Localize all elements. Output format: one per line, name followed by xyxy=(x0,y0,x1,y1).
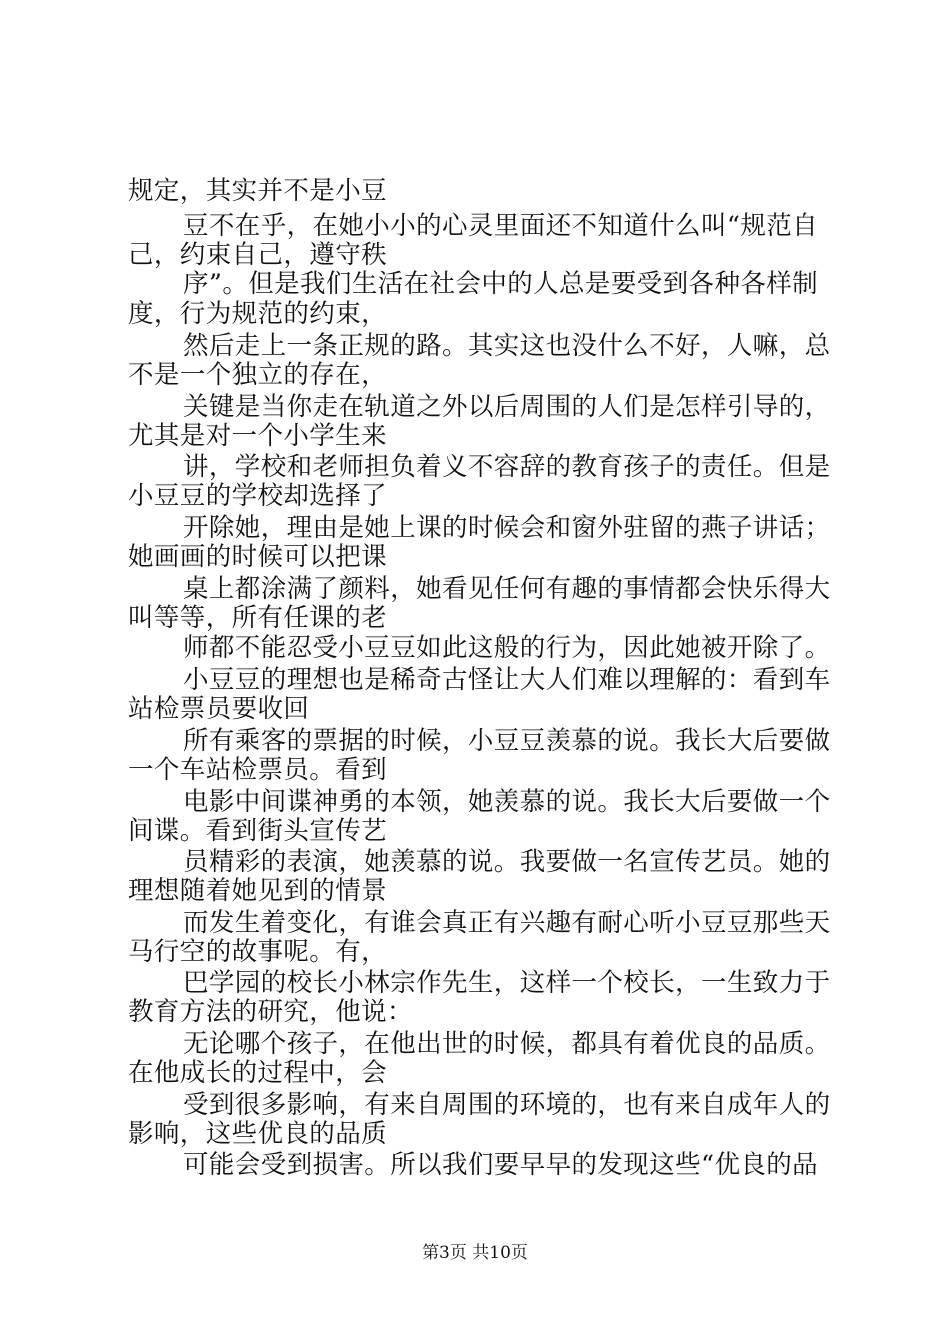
text-line: 一个车站检票员。看到 xyxy=(128,755,388,785)
text-line: 关键是当你走在轨道之外以后周围的人们是怎样引导的， xyxy=(183,392,831,422)
text-line: 开除她，理由是她上课的时候会和窗外驻留的燕子讲话； xyxy=(183,513,831,543)
page-footer: 第3页 共10页 xyxy=(422,1243,528,1263)
text-line: 理想随着她见到的情景 xyxy=(128,876,388,906)
text-line: 度，行为规范的约束， xyxy=(128,299,388,329)
text-line: 站检票员要收回 xyxy=(128,694,310,724)
text-line: 而发生着变化，有谁会真正有兴趣有耐心听小豆豆那些天 xyxy=(183,908,831,938)
text-line: 讲，学校和老师担负着义不容辞的教育孩子的责任。但是 xyxy=(183,452,831,482)
text-line: 电影中间谍神勇的本领，她羡慕的说。我长大后要做一个 xyxy=(183,787,831,817)
text-line: 小豆豆的理想也是稀奇古怪让大人们难以理解的：看到车 xyxy=(183,665,831,695)
text-line: 可能会受到损害。所以我们要早早的发现这些“优良的品 xyxy=(183,1150,819,1180)
text-line: 叫等等，所有任课的老 xyxy=(128,603,388,633)
text-line: 员精彩的表演，她羡慕的说。我要做一名宣传艺员。她的 xyxy=(183,847,831,877)
text-line: 师都不能忍受小豆豆如此这般的行为，因此她被开除了。 xyxy=(183,633,831,663)
text-line: 然后走上一条正规的路。其实这也没什么不好，人嘛，总 xyxy=(183,331,831,361)
text-line: 影响，这些优良的品质 xyxy=(128,1119,388,1149)
text-line: 马行空的故事呢。有， xyxy=(128,937,388,967)
text-line: 规定，其实并不是小豆 xyxy=(128,176,388,206)
text-line: 巴学园的校长小林宗作先生，这样一个校长，一生致力于 xyxy=(183,968,831,998)
text-line: 桌上都涂满了颜料，她看见任何有趣的事情都会快乐得大 xyxy=(183,574,831,604)
text-line: 她画画的时候可以把课 xyxy=(128,542,388,572)
text-line: 尤其是对一个小学生来 xyxy=(128,421,388,451)
text-line: 间谍。看到街头宣传艺 xyxy=(128,816,388,846)
text-line: 不是一个独立的存在， xyxy=(128,360,388,390)
text-line: 己，约束自己，遵守秩 xyxy=(128,240,388,270)
text-line: 豆不在乎，在她小小的心灵里面还不知道什么叫“规范自 xyxy=(183,211,819,241)
text-line: 在他成长的过程中，会 xyxy=(128,1058,388,1088)
text-line: 教育方法的研究，他说： xyxy=(128,997,413,1027)
text-line: 所有乘客的票据的时候，小豆豆羡慕的说。我长大后要做 xyxy=(183,726,831,756)
text-line: 小豆豆的学校却选择了 xyxy=(128,481,388,511)
text-line: 受到很多影响，有来自周围的环境的，也有来自成年人的 xyxy=(183,1090,831,1120)
text-line: 无论哪个孩子，在他出世的时候，都具有着优良的品质。 xyxy=(183,1029,831,1059)
text-line: 序”。但是我们生活在社会中的人总是要受到各种各样制 xyxy=(183,269,819,299)
